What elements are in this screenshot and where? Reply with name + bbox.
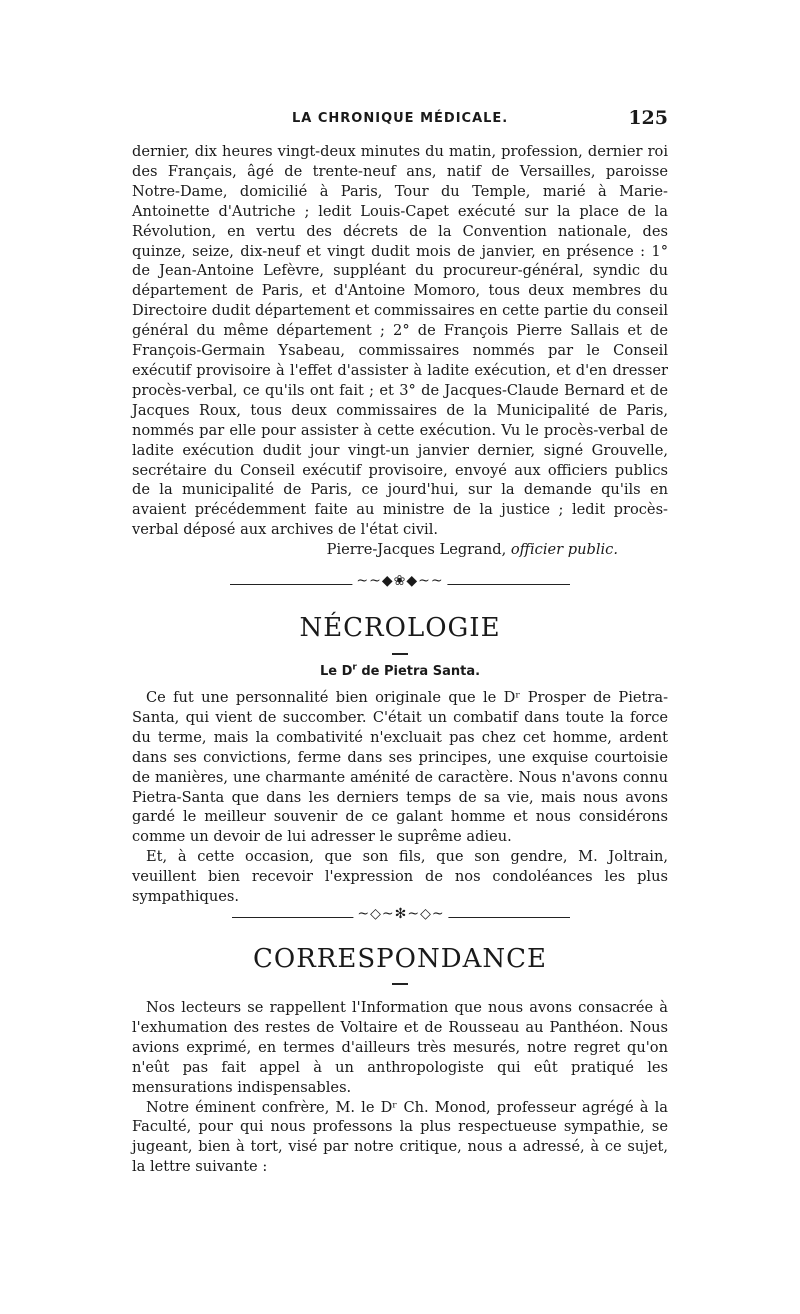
correspondance-title: CORRESPONDANCE: [253, 944, 547, 974]
running-title: LA CHRONIQUE MÉDICALE.: [292, 111, 509, 126]
ornament-icon: ~◇~✻~◇~: [353, 906, 448, 922]
necrologie-paragraph-1: Ce fut une personnalité bien originale que le Dʳ Prosper de Pietra-Santa, qui vient de succomber. C'était un combatif dans toute la force du terme, mais la combativité n'excluait pas chez cet homme, ardent dans ses convictions, ferme dans ses principes, une exquise courtoisie de manières, une charmante aménité de caractère. Nous n'avons connu Pietra-Santa que dans les derniers temps de sa vie, mais nous avons gardé le meilleur souvenir de ce galant homme et nous considérons comme un devoir de lui adresser le suprême adieu.: [132, 689, 668, 846]
necrologie-title: NÉCROLOGIE: [299, 613, 501, 643]
signature-name: Pierre-Jacques Legrand,: [326, 541, 507, 559]
correspondance-paragraph-2: Notre éminent confrère, M. le Dʳ Ch. Monod, professeur agrégé à la Faculté, pour qui nous professons la plus respectueuse sympathie, se jugeant, bien à tort, visé par notre critique, nous a adressé, à ce sujet, la lettre suivante :: [132, 1098, 668, 1176]
page-header: [132, 109, 668, 133]
signature-title: officier public.: [510, 541, 618, 559]
title-dash: [392, 983, 408, 985]
correspondance-text: [132, 998, 668, 1177]
correspondance-paragraph-1: Nos lecteurs se rappellent l'Information que nous avons consacrée à l'exhumation des restes de Voltaire et de Rousseau au Panthéon. Nous avions exprimé, en termes d'ailleurs très mesurés, notre regret qu'on n'eût pas fait appel à un anthropologiste qui eût pratiqué les mensurations indispensables.: [132, 999, 668, 1096]
necrologie-subtitle: Le $D^r$ de Pietra Santa.: [319, 662, 481, 679]
title-dash: [392, 653, 408, 655]
section-divider: [230, 575, 570, 595]
signature-line: [132, 540, 668, 560]
necrologie-text: [132, 688, 668, 907]
section-divider: [232, 908, 570, 928]
ornament-icon: ~~◆❀◆~~: [352, 573, 447, 589]
death-record-text: [132, 142, 668, 560]
death-record-paragraph: dernier, dix heures vingt-deux minutes du matin, profession, dernier roi des Français, âgé de trente-neuf ans, natif de Versailles, paroisse Notre-Dame, domicilié à Paris, Tour du Temple, marié à Marie-Antoinette d'Autriche ; ledit Louis-Capet exécuté sur la place de la Révolution, en vertu des décrets de la Convention nationale, des quinze, seize, dix-neuf et vingt dudit mois de janvier, en présence : 1° de Jean-Antoine Lefèvre, suppléant du procureur-général, syndic du département de Paris, et d'Antoine Momoro, tous deux membres du Directoire dudit département et commissaires en cette partie du conseil général du même département ; 2° de François Pierre Sallais et de François-Germain Ysabeau, commissaires nommés par le Conseil exécutif provisoire à l'effet d'assister à ladite exécution, et d'en dresser procès-verbal, ce qu'ils ont fait ; et 3° de Jacques-Claude Bernard et de Jacques Roux, tous deux commissaires de la Municipalité de Paris, nommés par elle pour assister à cette exécution. Vu le procès-verbal de ladite exécution dudit jour vingt-un janvier dernier, signé Grouvelle, secrétaire du Conseil exécutif provisoire, envoyé aux officiers publics de la municipalité de Paris, ce jourd'hui, sur la demande qu'ils en avaient précédemment faite au ministre de la justice ; ledit procès-verbal déposé aux archives de l'état civil.: [132, 143, 668, 539]
page-number: 125: [628, 107, 668, 129]
necrologie-paragraph-2: Et, à cette occasion, que son fils, que son gendre, M. Joltrain, veuillent bien recevoir l'expression de nos condoléances les plus sympathiques.: [132, 848, 668, 906]
